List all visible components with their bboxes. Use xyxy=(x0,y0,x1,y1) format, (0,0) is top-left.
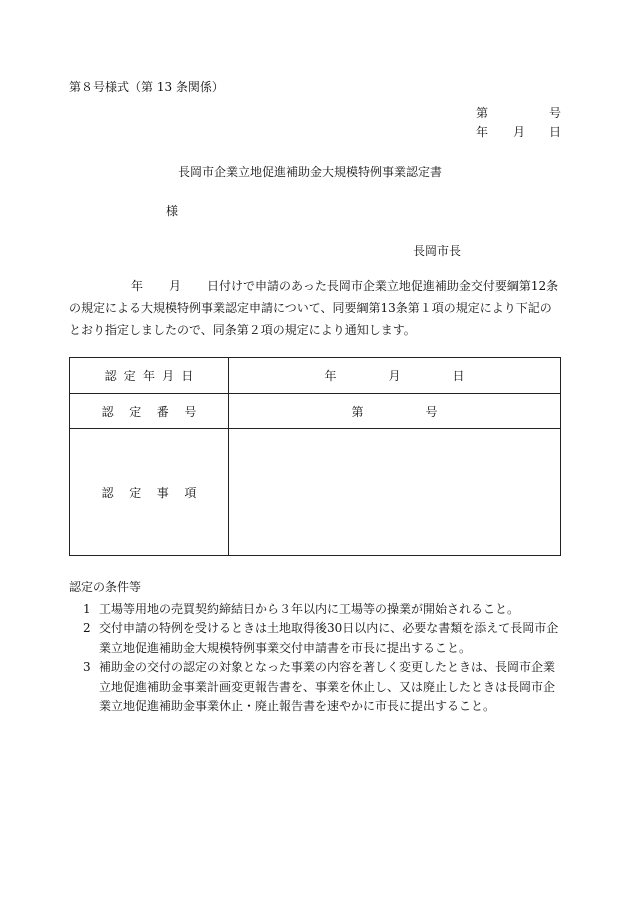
body-line-1 xyxy=(69,275,564,297)
list-item xyxy=(69,600,563,620)
certification-table xyxy=(69,357,561,556)
label-certification-number: 認定番号 xyxy=(70,394,229,429)
body-day-text: 日付けで申請のあった長岡市企業立地促進補助金交付要綱第12条 xyxy=(207,279,559,293)
body-month: 月 xyxy=(169,279,182,293)
document-title: 長岡市企業立地促進補助金大規模特例事業認定書 xyxy=(178,165,443,179)
addressee-suffix: 様 xyxy=(166,204,179,218)
value-certification-matters xyxy=(229,429,561,556)
condition-text: 交付申請の特例を受けるときは土地取得後30日以内に、必要な書類を添えて長岡市企業立地促進補助金大規模特例事業交付申請書を市長に提出すること。 xyxy=(99,621,559,655)
table-row xyxy=(70,358,561,394)
issuer-name: 長岡市長 xyxy=(413,244,462,258)
date-month-label: 月 xyxy=(513,125,526,139)
number-prefix: 第 xyxy=(476,106,489,120)
cert-number-suffix: 号 xyxy=(425,404,438,419)
table-row xyxy=(70,394,561,429)
label-certification-matters: 認定事項 xyxy=(70,429,229,556)
conditions-heading: 認定の条件等 xyxy=(69,580,142,594)
cert-date-year: 年 xyxy=(324,369,337,383)
date-day-label: 日 xyxy=(549,125,562,139)
conditions-section xyxy=(69,578,563,717)
number-suffix: 号 xyxy=(549,106,562,120)
condition-text: 工場等用地の売買契約締結日から３年以内に工場等の操業が開始されること。 xyxy=(99,601,520,616)
condition-number: 3 xyxy=(83,660,91,674)
condition-text: 補助金の交付の認定の対象となった事業の内容を著しく変更したときは、長岡市企業立地促進補助金事業計画変更報告書を、事業を休止し、又は廃止したときは長岡市企業立地促進補助金事業休止・廃止報告書を速やかに市長に提出すること。 xyxy=(99,660,556,713)
list-item xyxy=(69,619,563,658)
cert-date-day: 日 xyxy=(452,369,465,383)
condition-number: 2 xyxy=(83,621,91,635)
body-year: 年 xyxy=(131,279,144,293)
body-line-3: とおり指定しましたので、同条第２項の規定により通知します。 xyxy=(69,323,416,337)
cert-number-prefix: 第 xyxy=(351,404,364,419)
body-line-2: の規定による大規模特例事業認定申請について、同要綱第13条第１項の規定により下記の xyxy=(69,301,552,315)
value-certification-date xyxy=(229,358,561,394)
date-year-label: 年 xyxy=(476,125,489,139)
condition-number: 1 xyxy=(83,601,91,616)
form-label: 第８号様式（第 13 条関係） xyxy=(69,80,224,94)
list-item xyxy=(69,658,563,717)
label-certification-date: 認定年月日 xyxy=(70,358,229,394)
cert-date-month: 月 xyxy=(388,369,401,383)
body-paragraph xyxy=(69,275,564,341)
table-row xyxy=(70,429,561,556)
value-certification-number xyxy=(229,394,561,429)
